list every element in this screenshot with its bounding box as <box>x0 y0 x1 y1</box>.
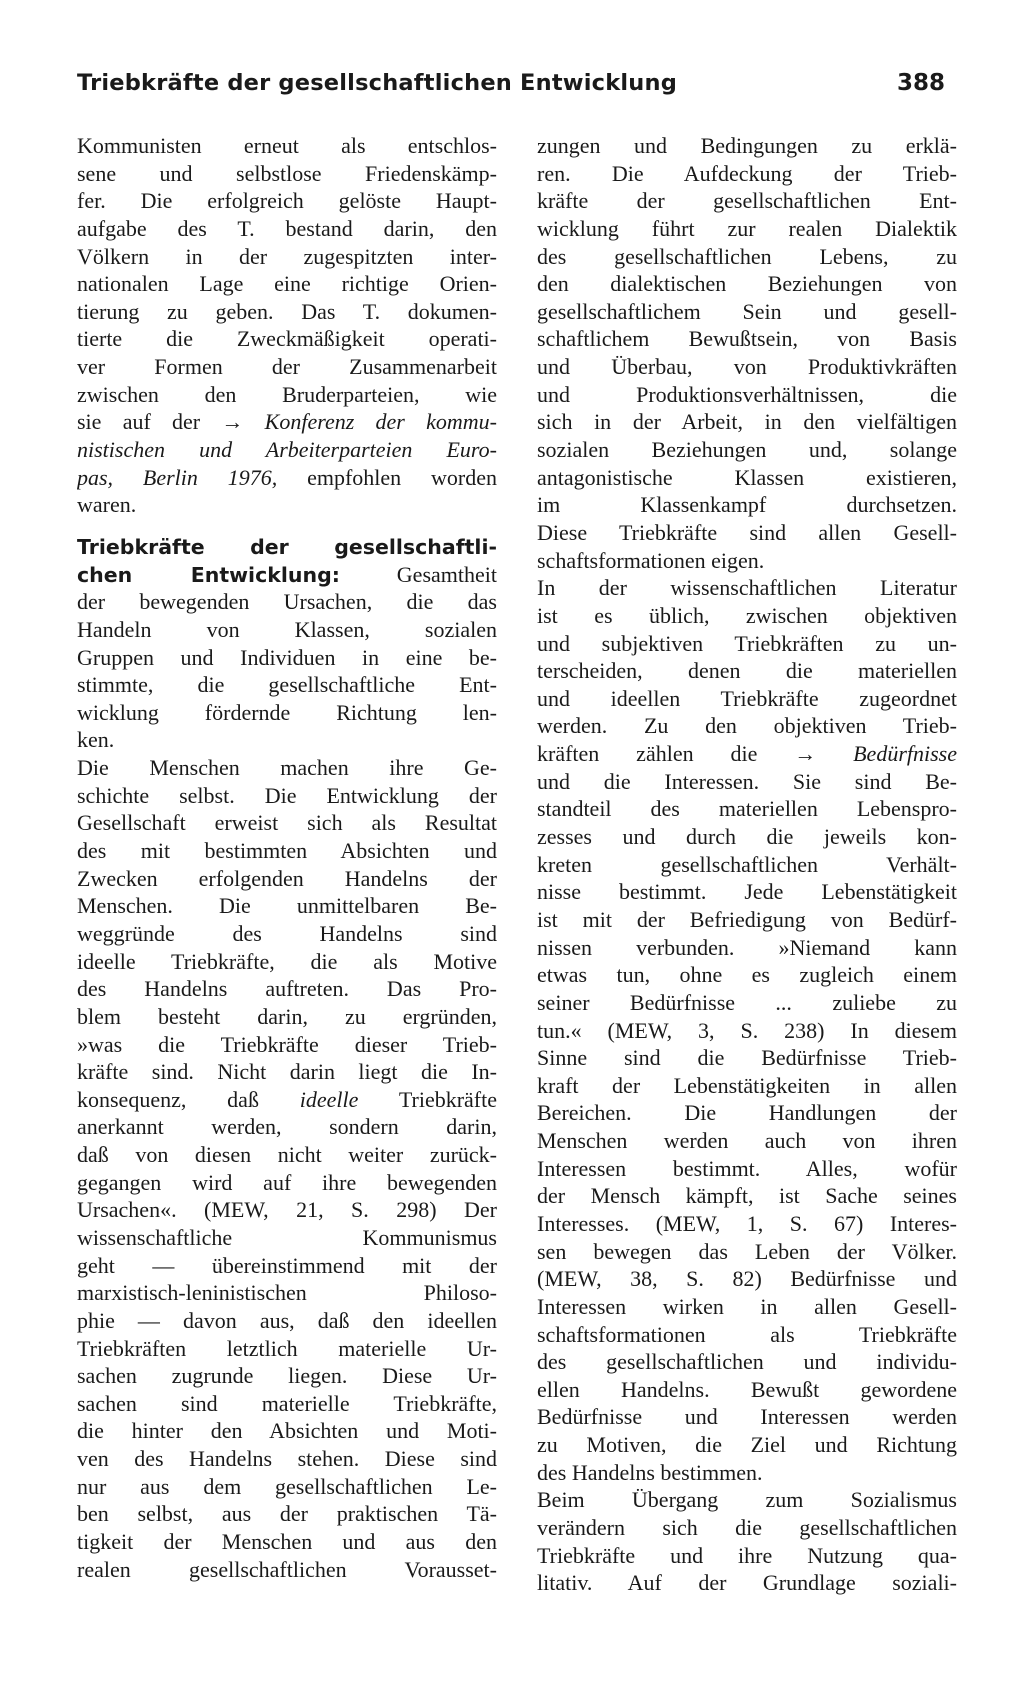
entry-headword-line <box>77 561 497 589</box>
page-number: 388 <box>896 70 945 96</box>
text-line: ren. Die Aufdeckung der Trieb- <box>537 160 957 186</box>
text-line: ist es üblich, zwischen objektiven <box>537 602 957 628</box>
text-line: kräfte der gesellschaftlichen Ent- <box>537 188 957 214</box>
text-line: Interessen wirken in allen Gesell- <box>537 1293 957 1319</box>
cross-reference-line <box>77 464 497 492</box>
text-line: den dialektischen Beziehungen von <box>537 271 957 297</box>
text-line: wissenschaftliche Kommunismus <box>77 1224 497 1250</box>
text-line: tierung zu geben. Das T. dokumen- <box>77 298 497 324</box>
text-line: Gruppen und Individuen in eine be- <box>77 644 497 670</box>
text-line: Zwecken erfolgenden Handelns der <box>77 865 497 891</box>
text-line: des gesellschaftlichen Lebens, zu <box>537 243 957 269</box>
text-line: (MEW, 38, S. 82) Bedürfnisse und <box>537 1266 957 1292</box>
text-line: Interessen bestimmt. Alles, wofür <box>537 1155 957 1181</box>
text-line: standteil des materiellen Lebenspro- <box>537 796 957 822</box>
text-line: schichte selbst. Die Entwicklung der <box>77 782 497 808</box>
text-line: nissen verbunden. »Niemand kann <box>537 934 957 960</box>
text-line: sich in der Arbeit, in den vielfältigen <box>537 409 957 435</box>
entry-headword: chen Entwicklung: <box>77 562 340 587</box>
running-head-title: Triebkräfte der gesellschaftlichen Entwicklung <box>77 70 678 96</box>
text-line: aufgabe des T. bestand darin, den <box>77 215 497 241</box>
text-line: Beim Übergang zum Sozialismus <box>537 1487 957 1513</box>
entry-definition: Gesamtheit <box>339 561 497 587</box>
text-line: »was die Triebkräfte dieser Trieb- <box>77 1031 497 1057</box>
text-line: schaftsformationen als Triebkräfte <box>537 1321 957 1347</box>
text-line: sozialen Beziehungen und, solange <box>537 437 957 463</box>
text-line: des mit bestimmten Absichten und <box>77 838 497 864</box>
text-line: Die Menschen machen ihre Ge- <box>77 755 497 781</box>
text-line: und die Interessen. Sie sind Be- <box>537 768 957 794</box>
text-line: nur aus dem gesellschaftlichen Le- <box>77 1473 497 1499</box>
text-line: seiner Bedürfnisse ... zuliebe zu <box>537 989 957 1015</box>
text-line: die hinter den Absichten und Moti- <box>77 1418 497 1444</box>
text-line: nisse bestimmt. Jede Lebenstätigkeit <box>537 879 957 905</box>
text-line: Gesellschaft erweist sich als Resultat <box>77 810 497 836</box>
text-line: zwischen den Bruderparteien, wie <box>77 381 497 407</box>
text-line: Handeln von Klassen, sozialen <box>77 616 497 642</box>
text-line: und Überbau, von Produktivkräften <box>537 354 957 380</box>
cross-reference-line <box>537 740 957 768</box>
cross-reference-line[interactable]: nistischen und Arbeiterparteien Euro- <box>77 437 497 463</box>
text-line: tun.« (MEW, 3, S. 238) In diesem <box>537 1017 957 1043</box>
text-line: sachen zugrunde liegen. Diese Ur- <box>77 1363 497 1389</box>
text-line: werden. Zu den objektiven Trieb- <box>537 713 957 739</box>
text-line: fer. Die erfolgreich gelöste Haupt- <box>77 188 497 214</box>
text-line: zesses und durch die jeweils kon- <box>537 824 957 850</box>
text-line: zungen und Bedingungen zu erklä- <box>537 133 957 158</box>
text-line: realen gesellschaftlichen Vorausset- <box>77 1556 497 1582</box>
text-line <box>77 1086 497 1114</box>
text-line: der Mensch kämpft, ist Sache seines <box>537 1183 957 1209</box>
text-line: sene und selbstlose Friedenskämp- <box>77 160 497 186</box>
text-line: In der wissenschaftlichen Literatur <box>537 575 957 601</box>
text-line: und subjektiven Triebkräften zu un- <box>537 630 957 656</box>
text-line: ken. <box>77 727 115 753</box>
text-line: Bereichen. Die Handlungen der <box>537 1100 957 1126</box>
text-fragment: empfohlen worden <box>277 464 497 490</box>
text-line: Bedürfnisse und Interessen werden <box>537 1404 957 1430</box>
text-line: des Handelns bestimmen. <box>537 1459 763 1485</box>
cross-reference-link[interactable]: pas, Berlin 1976, <box>77 464 278 490</box>
text-line: und Produktionsverhältnissen, die <box>537 381 957 407</box>
text-line: der bewegenden Ursachen, die das <box>77 589 497 615</box>
cross-reference-link[interactable]: Bedürfnisse <box>853 741 957 767</box>
text-line: anerkannt werden, sondern darin, <box>77 1114 497 1140</box>
text-line: Völkern in der zugespitzten inter- <box>77 243 497 269</box>
text-line: Triebkräfte und ihre Nutzung qua- <box>537 1542 957 1568</box>
text-line: gesellschaftlichem Sein und gesell- <box>537 298 957 324</box>
text-line: tierte die Zweckmäßigkeit operati- <box>77 326 497 352</box>
text-line: tigkeit der Menschen und aus den <box>77 1529 497 1555</box>
text-line: waren. <box>77 492 137 518</box>
text-line: des Handelns auftreten. Das Pro- <box>77 976 497 1002</box>
cross-reference-line <box>77 408 497 436</box>
text-line: verändern sich die gesellschaftlichen <box>537 1515 957 1541</box>
text-line: ver Formen der Zusammenarbeit <box>77 354 497 380</box>
text-line: des gesellschaftlichen und individu- <box>537 1349 957 1375</box>
text-line: etwas tun, ohne es zugleich einem <box>537 962 957 988</box>
text-line: kreten gesellschaftlichen Verhält- <box>537 851 957 877</box>
text-line: terscheiden, denen die materiellen <box>537 658 957 684</box>
emphasis-text: ideelle <box>299 1086 359 1112</box>
text-line: und ideellen Triebkräfte zugeordnet <box>537 685 957 711</box>
text-line: stimmte, die gesellschaftliche Ent- <box>77 672 497 698</box>
text-line: kräfte sind. Nicht darin liegt die In- <box>77 1059 497 1085</box>
text-line: ideelle Triebkräfte, die als Motive <box>77 948 497 974</box>
text-line: ist mit der Befriedigung von Bedürf- <box>537 906 957 932</box>
text-line: wicklung fördernde Richtung len- <box>77 699 497 725</box>
text-fragment: kräften zählen die → <box>537 741 854 767</box>
text-line: schaftlichem Bewußtsein, von Basis <box>537 326 957 352</box>
text-line: antagonistische Klassen existieren, <box>537 464 957 490</box>
text-line: zu Motiven, die Ziel und Richtung <box>537 1432 957 1458</box>
left-column <box>77 132 497 1583</box>
text-line: litativ. Auf der Grundlage soziali- <box>537 1570 957 1596</box>
text-line: Menschen. Die unmittelbaren Be- <box>77 893 497 919</box>
text-fragment: Triebkräfte <box>358 1086 497 1112</box>
running-head <box>77 70 945 104</box>
entry-headword-line <box>77 533 497 561</box>
text-line: ven des Handelns stehen. Diese sind <box>77 1446 497 1472</box>
text-line: Ursachen«. (MEW, 21, S. 298) Der <box>77 1197 497 1223</box>
cross-reference-link[interactable]: Konferenz der kommu- <box>264 409 497 435</box>
text-line: Kommunisten erneut als entschlos- <box>77 133 497 158</box>
text-line: ellen Handelns. Bewußt gewordene <box>537 1376 957 1402</box>
text-line: phie — davon aus, daß den ideellen <box>77 1307 497 1333</box>
text-line: ben selbst, aus der praktischen Tä- <box>77 1501 497 1527</box>
text-line: kraft der Lebenstätigkeiten in allen <box>537 1072 957 1098</box>
entry-separator <box>77 519 497 533</box>
text-line: nationalen Lage eine richtige Orien- <box>77 271 497 297</box>
text-line: schaftsformationen eigen. <box>537 547 765 573</box>
text-line: wicklung führt zur realen Dialektik <box>537 215 957 241</box>
text-line: geht — übereinstimmend mit der <box>77 1252 497 1278</box>
text-line: Sinne sind die Bedürfnisse Trieb- <box>537 1045 957 1071</box>
text-fragment: sie auf der → <box>77 409 265 435</box>
text-line: Triebkräften letztlich materielle Ur- <box>77 1335 497 1361</box>
text-line: Menschen werden auch von ihren <box>537 1128 957 1154</box>
text-line: sachen sind materielle Triebkräfte, <box>77 1390 497 1416</box>
right-column <box>537 132 957 1597</box>
text-line: weggründe des Handelns sind <box>77 920 497 946</box>
text-fragment: konsequenz, daß <box>77 1086 300 1112</box>
text-line: gegangen wird auf ihre bewegenden <box>77 1169 497 1195</box>
text-line: daß von diesen nicht weiter zurück- <box>77 1142 497 1168</box>
text-line: im Klassenkampf durchsetzen. <box>537 492 957 518</box>
text-line: marxistisch-leninistischen Philoso- <box>77 1280 497 1306</box>
text-line: blem besteht darin, zu ergründen, <box>77 1003 497 1029</box>
entry-headword: Triebkräfte der gesellschaftli- <box>77 534 497 559</box>
text-line: Interesses. (MEW, 1, S. 67) Interes- <box>537 1210 957 1236</box>
text-line: sen bewegen das Leben der Völker. <box>537 1238 957 1264</box>
text-line: Diese Triebkräfte sind allen Gesell- <box>537 519 957 545</box>
